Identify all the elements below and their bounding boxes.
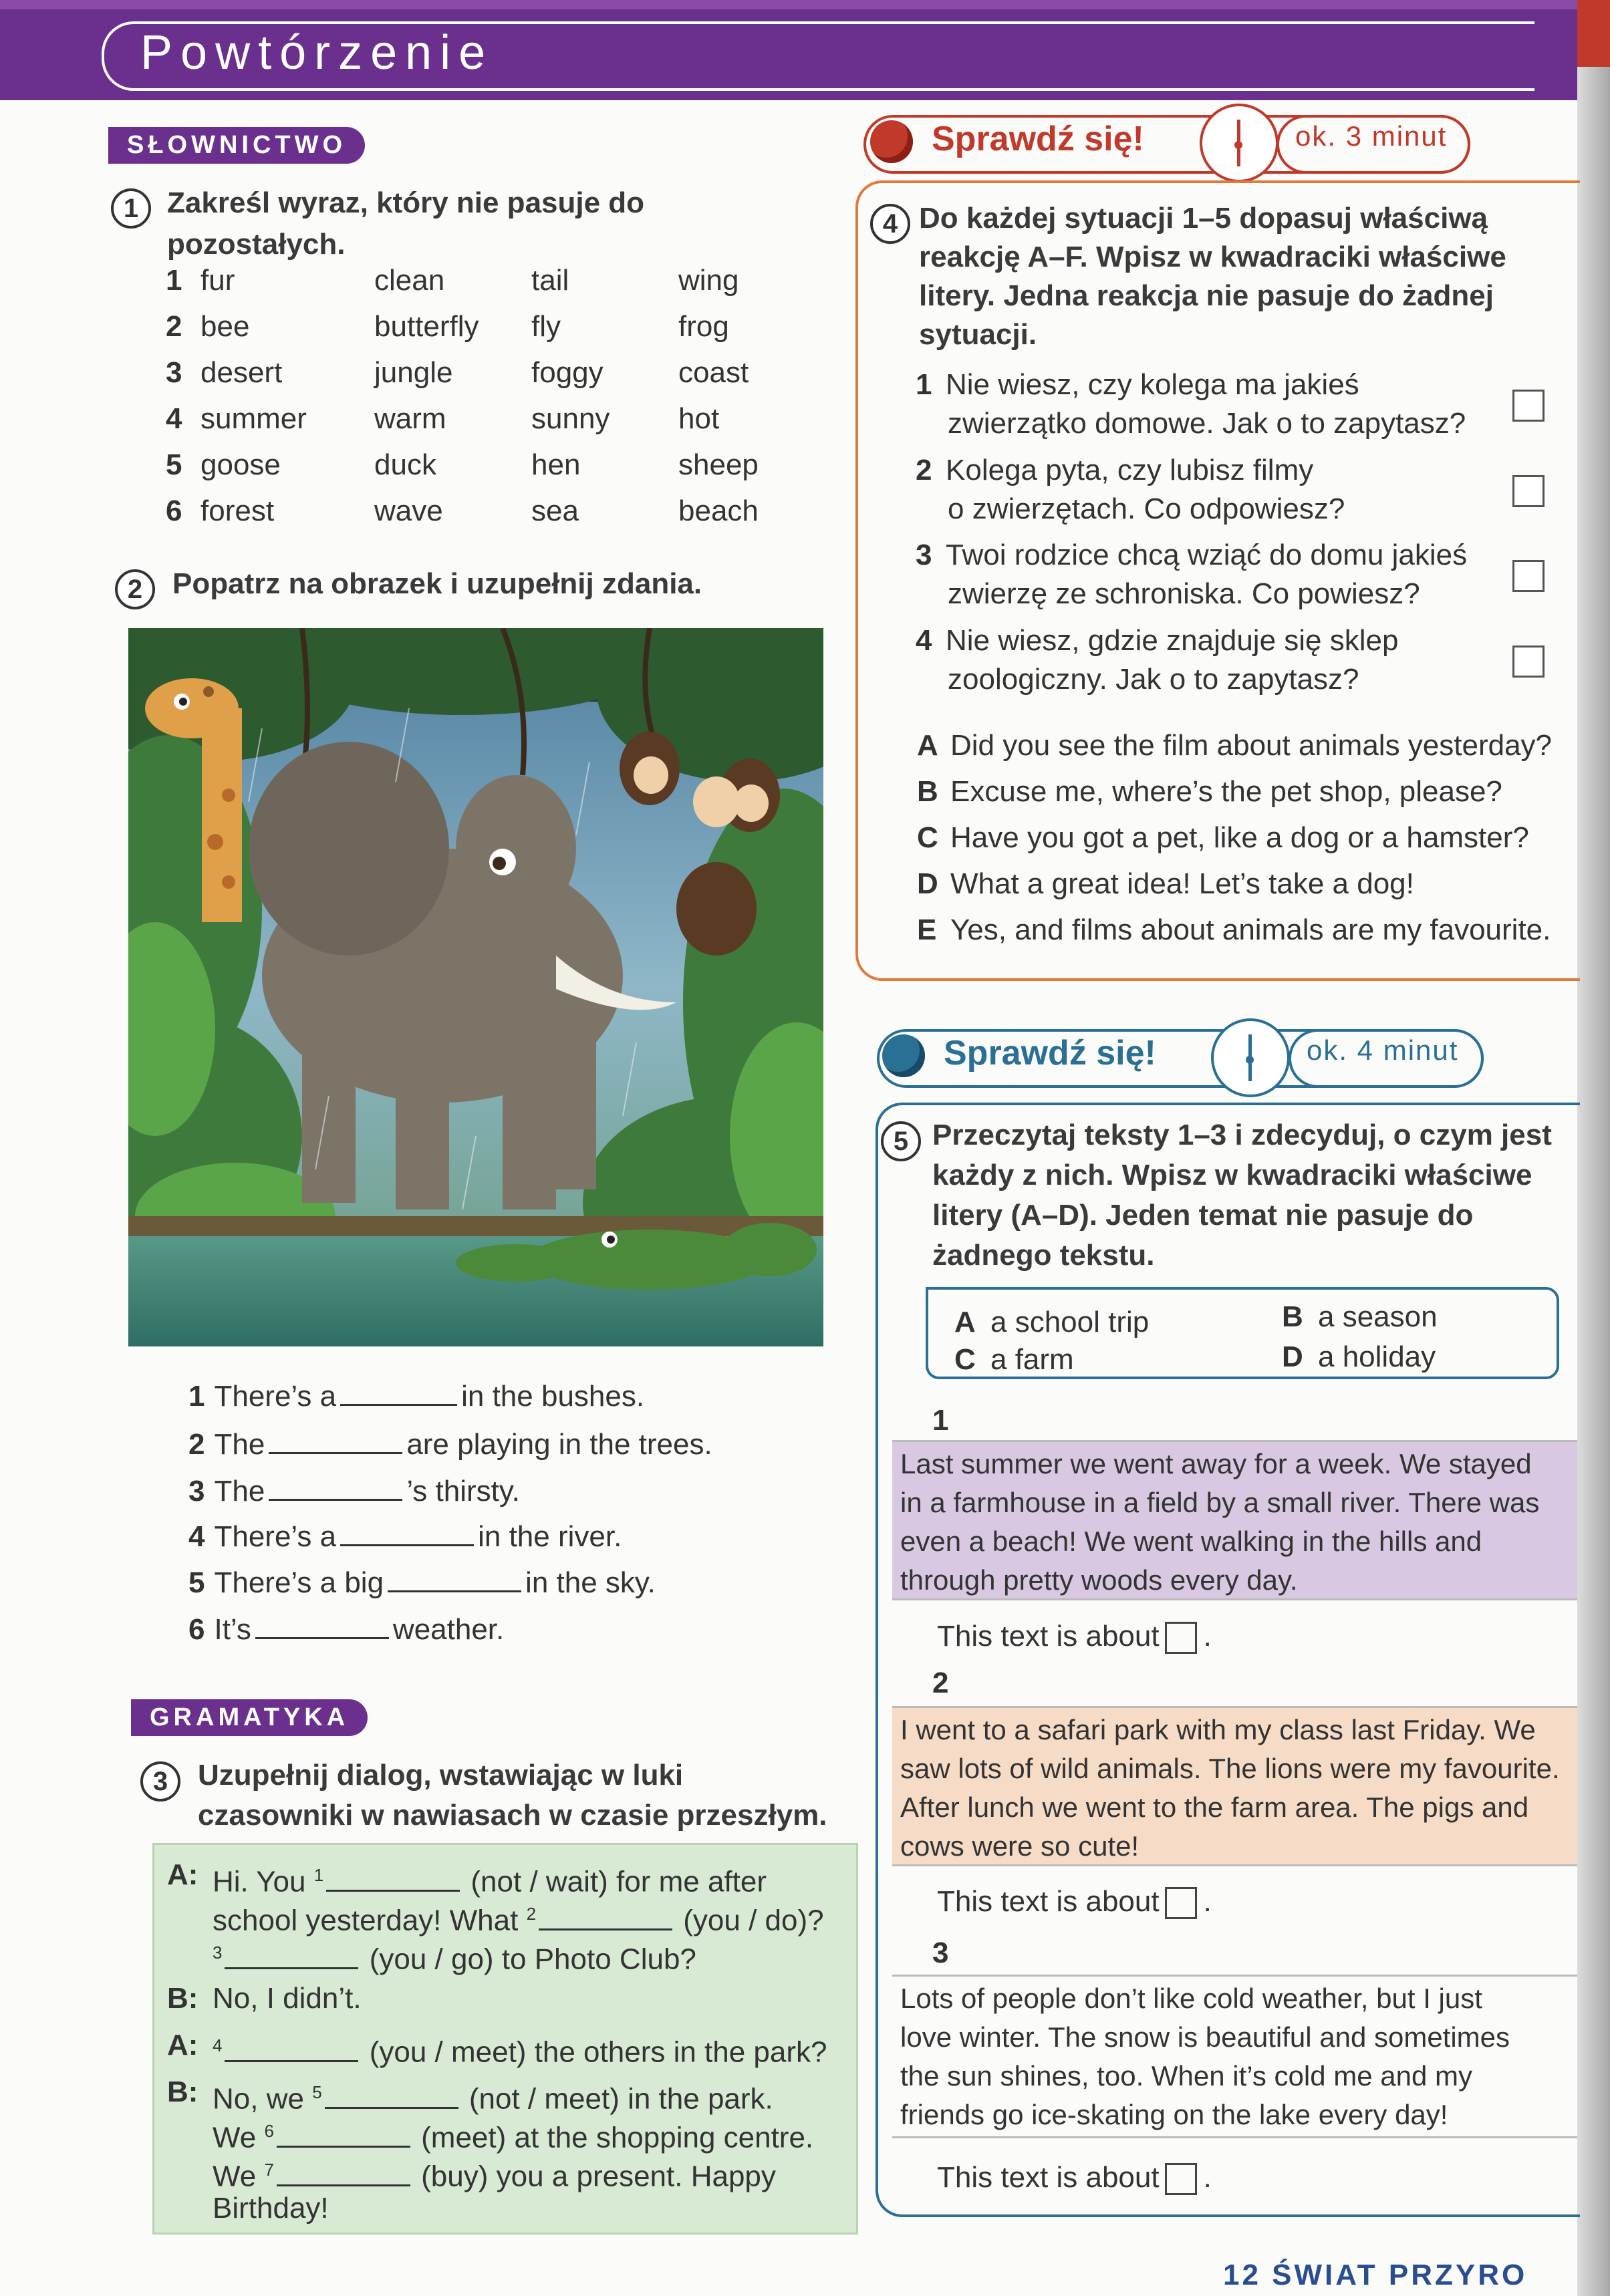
sentence-end: in the river.	[478, 1520, 622, 1553]
reading-text-line: even a beach! We went walking in the hills and	[900, 1526, 1482, 1557]
answer-box[interactable]	[1512, 390, 1545, 422]
section-tag-grammar: GRAMATYKA	[131, 1699, 368, 1736]
clock-icon	[1211, 1018, 1290, 1097]
sentence	[188, 1428, 712, 1461]
answer-box[interactable]	[1512, 645, 1545, 678]
reading-text-line: Lots of people don’t like cold weather, but I just	[900, 1983, 1482, 2014]
reaction-text: Excuse me, where’s the pet shop, please?	[950, 775, 1502, 808]
speaker-a: A:	[167, 1858, 198, 1891]
sentence	[188, 1475, 520, 1508]
sentence-start: There’s a	[214, 1520, 337, 1553]
situation-text: Nie wiesz, czy kolega ma jakieś	[946, 368, 1359, 401]
answer-gap-2[interactable]	[539, 1908, 672, 1930]
sentence-number: 2	[188, 1428, 205, 1461]
dialog-line: No, we $^5$ (not / meet) in the park.	[213, 2082, 773, 2116]
answer-box[interactable]	[1165, 2163, 1197, 2195]
word-option[interactable]: jungle	[374, 356, 453, 389]
reaction-text: Have you got a pet, like a dog or a hamster?	[950, 821, 1529, 854]
text-about-label: This text is about	[937, 1620, 1160, 1653]
word-option[interactable]: fly	[531, 310, 561, 343]
text-about-dot: .	[1203, 1620, 1212, 1653]
row-number: 4	[166, 402, 182, 435]
word-option[interactable]: bee	[200, 310, 250, 343]
exercise-number-2: 2	[115, 569, 155, 609]
text-about-line	[937, 1881, 1212, 1922]
dialog-line: We $^7$ (buy) you a present. Happy	[213, 2160, 776, 2193]
time-label-1: ok. 3 minut	[1295, 120, 1448, 152]
page-footer: 12 ŚWIAT PRZYRO	[1223, 2259, 1528, 2291]
reading-text-1	[892, 1440, 1577, 1600]
exercise-5-instruction-line: Przeczytaj teksty 1–3 i zdecyduj, o czym jest	[932, 1119, 1552, 1151]
sentence-number: 6	[188, 1613, 205, 1646]
clock-icon	[1200, 104, 1279, 182]
page-edge	[1577, 0, 1610, 2296]
row-number: 5	[166, 448, 182, 481]
word-row	[167, 448, 769, 495]
exercise-number-1: 1	[111, 188, 151, 229]
reading-text-3	[892, 1975, 1577, 2138]
answer-gap[interactable]	[269, 1429, 402, 1454]
exercise-number-5: 5	[881, 1121, 921, 1161]
sentence-number: 4	[188, 1520, 205, 1553]
row-number: 1	[166, 264, 182, 297]
word-option[interactable]: hot	[678, 402, 720, 435]
reading-text-line: After lunch we went to the farm area. The pigs and	[900, 1791, 1529, 1823]
sentence-end: in the sky.	[525, 1566, 656, 1599]
header-stripe	[0, 0, 1610, 9]
answer-gap-7[interactable]	[277, 2164, 410, 2186]
sentence-end: weather.	[392, 1613, 505, 1646]
reading-text-2	[892, 1706, 1577, 1866]
topic-text: a school trip	[990, 1306, 1150, 1338]
situation-text: Kolega pyta, czy lubisz filmy	[946, 454, 1314, 486]
exercise-number-4: 4	[870, 204, 910, 244]
situation-number: 1	[916, 368, 932, 401]
reaction-letter: B	[917, 775, 938, 808]
page-edge-tab	[1577, 0, 1610, 67]
text-number: 2	[932, 1667, 949, 1699]
speaker-a: A:	[167, 2029, 198, 2061]
answer-gap-6[interactable]	[277, 2126, 410, 2148]
text-number: 3	[932, 1936, 949, 1969]
topic-text: a season	[1318, 1300, 1438, 1333]
word-option[interactable]: duck	[374, 448, 436, 481]
sentence-end: in the bushes.	[461, 1380, 645, 1413]
exercise-number-3: 3	[140, 1761, 180, 1802]
reading-text-line: love winter. The snow is beautiful and sometimes	[900, 2021, 1510, 2053]
exercise-1-instruction-line2: pozostałych.	[167, 228, 346, 261]
topic-letter: B	[1282, 1300, 1303, 1333]
reading-text-line: friends go ice-skating on the lake every day!	[900, 2099, 1448, 2130]
answer-gap[interactable]	[255, 1614, 389, 1639]
dialog-line: $^4$ (you / meet) the others in the park?	[213, 2035, 827, 2069]
word-option[interactable]: foggy	[531, 356, 603, 389]
dialog-line: No, I didn’t.	[213, 1982, 362, 2015]
word-option[interactable]: fur	[200, 264, 235, 297]
word-option[interactable]: hen	[531, 448, 581, 481]
exercise-5-instruction-line: każdy z nich. Wpisz w kwadraciki właściwe	[932, 1159, 1532, 1191]
reading-text-line: cows were so cute!	[900, 1830, 1139, 1862]
reading-text-line: Last summer we went away for a week. We stayed	[900, 1448, 1532, 1479]
word-option[interactable]: desert	[200, 356, 283, 389]
text-about-label: This text is about	[937, 2161, 1160, 2194]
reaction-letter: D	[917, 867, 938, 900]
situation-text: Twoi rodzice chcą wziąć do domu jakieś	[946, 539, 1468, 571]
word-row	[167, 356, 769, 403]
word-option[interactable]: tail	[531, 264, 569, 297]
row-number: 3	[166, 356, 182, 389]
section-tag-vocabulary: SŁOWNICTWO	[108, 127, 365, 164]
word-option[interactable]: frog	[678, 310, 729, 343]
sentence	[188, 1613, 504, 1646]
word-option[interactable]: sheep	[678, 448, 759, 481]
reading-text-line: in a farmhouse in a field by a small river. There was	[900, 1487, 1540, 1518]
reading-text-line: the sun shines, too. When it’s cold me and my	[900, 2060, 1472, 2092]
dialog-line: Hi. You $^1$ (not / wait) for me after	[213, 1865, 767, 1898]
reaction-letter: C	[917, 821, 938, 854]
situation-number: 2	[916, 454, 932, 486]
sentence-number: 1	[188, 1380, 205, 1413]
answer-gap-3[interactable]	[225, 1947, 358, 1969]
topic-text: a farm	[990, 1343, 1074, 1376]
word-row	[167, 402, 769, 449]
answer-box[interactable]	[1165, 1622, 1197, 1654]
exercise-4-instruction-line: litery. Jedna reakcja nie pasuje do żadnej	[919, 279, 1494, 312]
speaker-b: B:	[167, 2075, 198, 2108]
sentence	[188, 1520, 622, 1554]
situation-text: zoologiczny. Jak o to zapytasz?	[948, 663, 1359, 696]
time-label-2: ok. 4 minut	[1307, 1034, 1459, 1066]
text-number: 1	[932, 1404, 949, 1437]
reaction-text: What a great idea! Let’s take a dog!	[950, 867, 1414, 900]
exercise-5-instruction-line: żadnego tekstu.	[932, 1239, 1155, 1272]
word-row	[167, 310, 769, 357]
sentence-end: are playing in the trees.	[406, 1428, 712, 1461]
word-option[interactable]: forest	[200, 494, 275, 527]
text-about-dot: .	[1203, 2161, 1212, 2194]
jungle-scene-image	[128, 628, 823, 1346]
word-row	[167, 264, 769, 311]
jungle-illustration	[128, 628, 823, 1346]
word-option[interactable]: wave	[374, 494, 443, 527]
word-option[interactable]: butterfly	[374, 310, 479, 343]
reaction-text: Yes, and films about animals are my favourite.	[950, 913, 1551, 946]
situation-text: Nie wiesz, gdzie znajduje się sklep	[946, 624, 1399, 657]
topic-letter: C	[954, 1343, 976, 1376]
reaction-letter: A	[917, 729, 938, 762]
topic-text: a holiday	[1318, 1340, 1436, 1373]
sentence	[188, 1566, 656, 1600]
sentence-start: The	[214, 1428, 265, 1461]
reading-text-line: I went to a safari park with my class last Friday. We	[900, 1714, 1536, 1745]
situation-text: o zwierzętach. Co odpowiesz?	[948, 492, 1345, 525]
text-about-line	[937, 2157, 1212, 2198]
answer-gap[interactable]	[269, 1476, 402, 1501]
situation-number: 3	[916, 539, 932, 571]
dialog-line: We $^6$ (meet) at the shopping centre.	[213, 2121, 814, 2154]
answer-gap[interactable]	[340, 1381, 457, 1406]
answer-gap-1[interactable]	[326, 1870, 460, 1892]
exercise-4-instruction-line: Do każdej sytuacji 1–5 dopasuj właściwą	[919, 202, 1488, 235]
word-option[interactable]: sea	[531, 494, 579, 527]
blue-dot-icon	[882, 1034, 925, 1077]
exercise-5-instruction-line: litery (A–D). Jeden temat nie pasuje do	[932, 1199, 1474, 1232]
sentence-start: The	[214, 1475, 265, 1508]
dialog-line: Birthday!	[213, 2192, 329, 2225]
reaction-letter: E	[917, 913, 937, 946]
red-dot-icon	[870, 120, 913, 163]
text-about-label: This text is about	[937, 1885, 1160, 1918]
sentence-end: ’s thirsty.	[406, 1475, 520, 1508]
sentence-number: 3	[188, 1475, 205, 1508]
exercise-3-instruction-line1: Uzupełnij dialog, wstawiając w luki	[198, 1759, 684, 1791]
answer-gap[interactable]	[340, 1522, 474, 1546]
text-about-dot: .	[1203, 1885, 1212, 1918]
word-row	[167, 494, 769, 541]
answer-gap-5[interactable]	[325, 2087, 458, 2109]
exercise-1-instruction-line1: Zakreśl wyraz, który nie pasuje do	[167, 186, 645, 219]
reading-text-line: saw lots of wild animals. The lions were my favourite.	[900, 1753, 1560, 1784]
exercise-4-instruction-line: reakcję A–F. Wpisz w kwadraciki właściwe	[919, 241, 1506, 273]
page-title: Powtórzenie	[140, 26, 494, 80]
word-option[interactable]: beach	[678, 494, 759, 527]
check-label-1: Sprawdź się!	[932, 120, 1144, 158]
exercise-4-instruction-line: sytuacji.	[919, 318, 1037, 351]
situation-text: zwierzę ze schroniska. Co powiesz?	[948, 577, 1420, 610]
word-option[interactable]: summer	[200, 402, 307, 435]
word-option[interactable]: sunny	[531, 402, 610, 435]
row-number: 6	[166, 494, 182, 527]
word-option[interactable]: warm	[374, 402, 446, 435]
check-label-2: Sprawdź się!	[944, 1034, 1156, 1072]
text-about-line	[937, 1616, 1212, 1657]
word-option[interactable]: clean	[374, 264, 445, 297]
dialog-line: $^3$ (you / go) to Photo Club?	[213, 1943, 696, 1976]
exercise-2-instruction: Popatrz na obrazek i uzupełnij zdania.	[172, 567, 702, 600]
answer-box[interactable]	[1165, 1887, 1197, 1919]
answer-box[interactable]	[1512, 560, 1545, 592]
sentence	[188, 1380, 644, 1413]
speaker-b: B:	[167, 1982, 198, 2015]
dialog-line: school yesterday! What $^2$ (you / do)?	[213, 1904, 824, 1937]
topic-letter: D	[1282, 1340, 1303, 1373]
exercise-3-instruction-line2: czasowniki w nawiasach w czasie przeszłym.	[198, 1799, 827, 1832]
answer-gap[interactable]	[388, 1568, 521, 1592]
word-option[interactable]: wing	[678, 264, 739, 297]
reading-text-line: through pretty woods every day.	[900, 1564, 1298, 1596]
sentence-start: It’s	[214, 1613, 251, 1646]
reaction-text: Did you see the film about animals yesterday?	[950, 729, 1553, 762]
word-option[interactable]: goose	[200, 448, 281, 481]
situation-number: 4	[916, 624, 932, 657]
situation-text: zwierzątko domowe. Jak o to zapytasz?	[948, 407, 1466, 440]
word-option[interactable]: coast	[678, 356, 749, 389]
row-number: 2	[166, 310, 182, 343]
sentence-number: 5	[188, 1566, 205, 1599]
sentence-start: There’s a	[214, 1380, 337, 1413]
answer-box[interactable]	[1512, 475, 1545, 507]
answer-gap-4[interactable]	[225, 2040, 358, 2062]
sentence-start: There’s a big	[214, 1566, 384, 1599]
topic-letter: A	[954, 1306, 976, 1338]
